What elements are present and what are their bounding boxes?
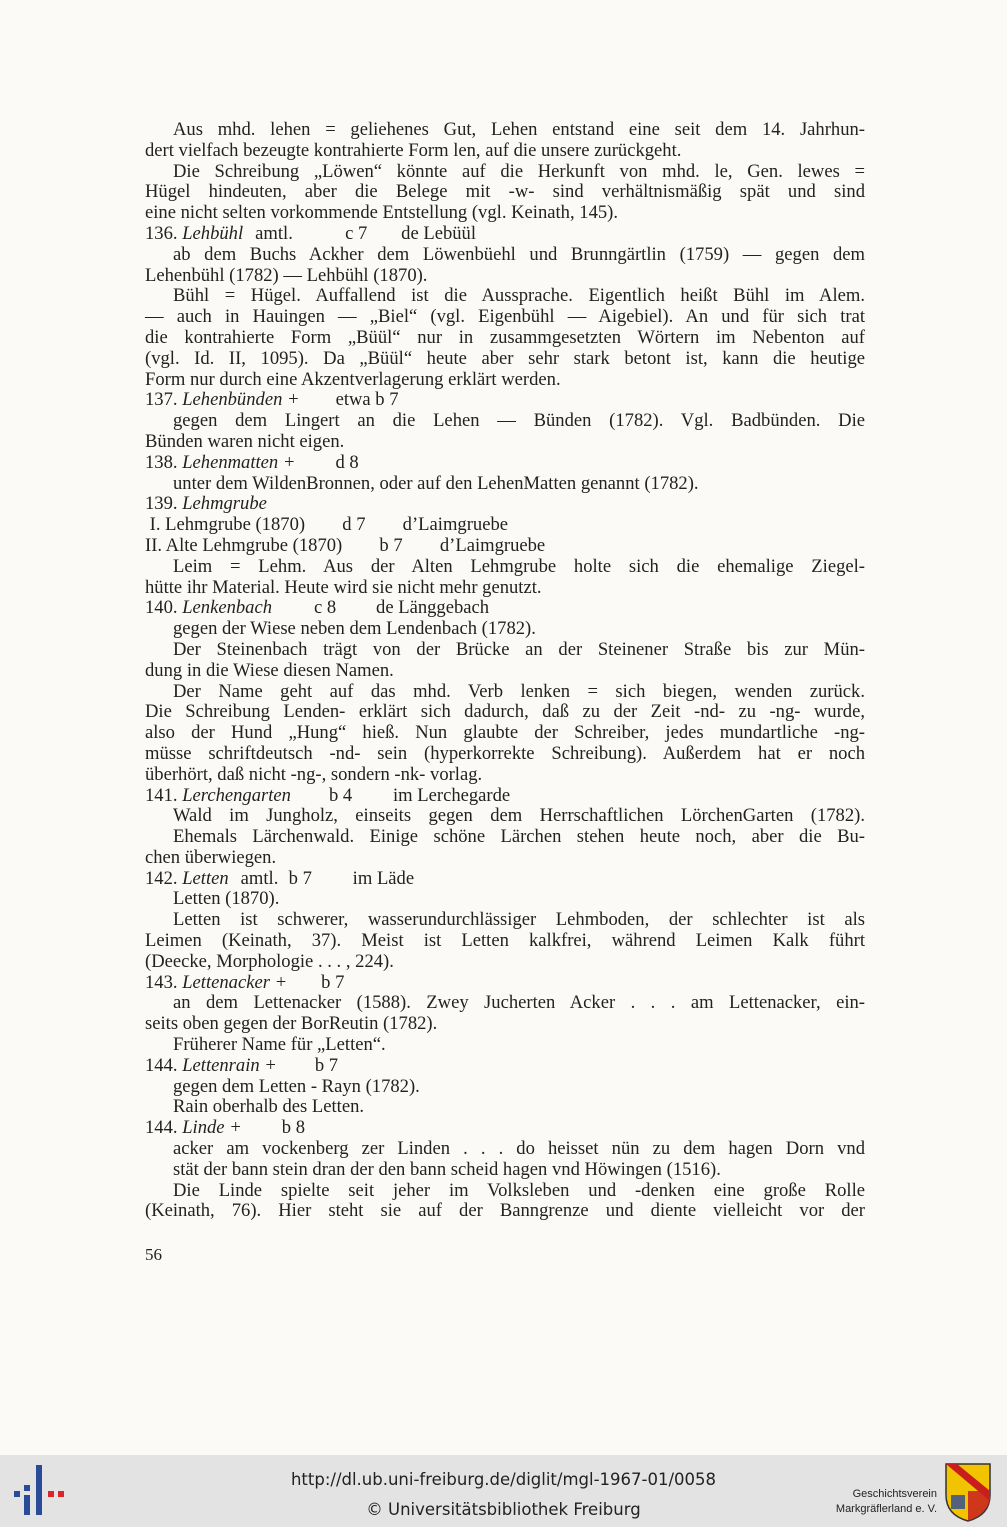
entry-field: im Läde <box>352 867 415 889</box>
entry-field: c 8 <box>314 597 337 619</box>
entry-field: de Länggebach <box>376 597 490 619</box>
entry-term: Lehbühl <box>182 222 244 244</box>
text-line: also der Hund „Hung“ hieß. Nun glaubte der Schreiber, jedes mundartliche -ng- <box>145 722 865 744</box>
source-url-link[interactable]: http://dl.ub.uni-freiburg.de/diglit/mgl-1967-01/0058 <box>290 1470 717 1489</box>
org-name-line2: Markgräflerland e. V. <box>835 1503 937 1515</box>
entry-field: im Lerchegarde <box>392 784 511 806</box>
entry-field: b 7 <box>314 1054 339 1076</box>
entry-number: 143. <box>145 971 183 993</box>
entry-field: b 7 <box>288 867 312 889</box>
text-line: (Deecke, Morphologie . . . , 224). <box>145 950 394 972</box>
entry-term: Linde + <box>182 1117 242 1139</box>
entry-number: 136. <box>145 222 183 244</box>
text-line: dung in die Wiese diesen Namen. <box>145 659 394 681</box>
text-line: acker am vockenberg zer Linden . . . do heisset nün zu dem hagen Dorn vnd <box>173 1138 865 1160</box>
entry-heading <box>145 786 865 807</box>
text-line: gegen der Wiese neben dem Lendenbach (1782). <box>173 618 536 640</box>
text-line: Der Steinenbach trägt von der Brücke an der Steinener Straße bis zur Mün- <box>173 638 865 660</box>
text-line: chen überwiegen. <box>145 846 277 868</box>
entry-heading <box>145 1118 865 1139</box>
entry-term: Lenkenbach <box>182 597 273 619</box>
entry-heading <box>145 390 865 411</box>
text-line: ab dem Buchs Ackher dem Löwenbüehl und Brunngärtlin (1759) — gegen dem <box>173 243 865 265</box>
text-line: Früherer Name für „Letten“. <box>173 1034 386 1056</box>
text-line: Die Linde spielte seit jeher im Volksleben und -denken eine große Rolle <box>173 1179 865 1201</box>
text-line: Wald im Jungholz, einseits gegen dem Herrschaftlichen LörchenGarten (1782). <box>173 805 865 827</box>
org-name-line1: Geschichtsverein <box>852 1488 937 1500</box>
entry-field: de Lebüül <box>401 222 477 244</box>
entry-field: c 7 <box>345 222 368 244</box>
entry-term: Lehenmatten + <box>182 451 296 473</box>
text-line: Bühl = Hügel. Auffallend ist die Aussprache. Eigentlich heißt Bühl im Alem. <box>173 285 865 307</box>
entry-number: 144. <box>145 1054 183 1076</box>
text-line: unter dem WildenBronnen, oder auf den LehenMatten genannt (1782). <box>173 472 699 494</box>
text-line: Letten ist schwerer, wasserundurchlässiger Lehmboden, der schlechter ist als <box>173 909 865 931</box>
text-line: dert vielfach bezeugte kontrahierte Form len, auf die unsere zurückgeht. <box>145 139 682 161</box>
entry-term: Letten <box>182 867 229 889</box>
text-line: Lehenbühl (1782) — Lehbühl (1870). <box>145 264 428 286</box>
text-line: überhört, daß nicht -ng-, sondern -nk- vorlag. <box>145 763 483 785</box>
entry-term: Lettenacker + <box>182 971 288 993</box>
copyright-text: © Universitätsbibliothek Freiburg <box>366 1500 641 1519</box>
entry-term: Lehenbünden + <box>182 389 300 411</box>
text-line: I. Lehmgrube (1870) d 7 d’Laimgruebe <box>145 514 508 536</box>
text-line: (vgl. Id. II, 1095). Da „Büül“ heute aber sehr stark betont ist, kann die heutige <box>145 347 865 369</box>
entry-heading <box>145 598 865 619</box>
entry-heading <box>145 869 865 890</box>
entry-field: b 4 <box>328 784 353 806</box>
text-line: Die Schreibung „Löwen“ könnte auf die Herkunft von mhd. le, Gen. lewes = <box>173 160 865 182</box>
text-line: Hügel hindeuten, aber die Belege mit -w- sind verhältnismäßig spät und sind <box>145 181 865 203</box>
entry-number: 137. <box>145 389 183 411</box>
text-line: Bünden waren nicht eigen. <box>145 430 345 452</box>
text-line: Ehemals Lärchenwald. Einige schöne Lärchen stehen heute noch, aber die Bu- <box>173 826 865 848</box>
entry-field: etwa b 7 <box>335 389 399 411</box>
text-line: II. Alte Lehmgrube (1870) b 7 d’Laimgruebe <box>145 534 546 556</box>
org-name <box>836 1487 937 1517</box>
entry-heading <box>145 224 865 245</box>
entry-term: Lerchengarten <box>182 784 291 806</box>
entry-number: 138. <box>145 451 183 473</box>
entry-field: b 8 <box>281 1117 305 1139</box>
text-line: Leim = Lehm. Aus der Alten Lehmgrube holte sich die ehemalige Ziegel- <box>173 555 865 577</box>
text-line: hütte ihr Material. Heute wird sie nicht mehr genutzt. <box>145 576 542 598</box>
page-number: 56 <box>145 1245 162 1264</box>
entry-field: d 8 <box>335 451 359 473</box>
entry-term: Lehmgrube <box>182 493 267 515</box>
text-line: gegen dem Letten - Rayn (1782). <box>173 1075 420 1097</box>
text-line: Form nur durch eine Akzentverlagerung erklärt werden. <box>145 368 561 390</box>
entry-field: b 7 <box>321 971 345 993</box>
entry-number: 144. <box>145 1117 183 1139</box>
text-line: stät der bann stein dran der den bann scheid hagen vnd Höwingen (1516). <box>173 1158 721 1180</box>
entry-number: 141. <box>145 784 183 806</box>
text-line: die kontrahierte Form „Büül“ nur in zusammgesetzten Wörtern im Nebenton auf <box>145 326 865 348</box>
text-line: Die Schreibung Lenden- erklärt sich dadurch, daß zu der Zeit -nd- zu -ng- wurde, <box>145 701 865 723</box>
text-line: — auch in Hauingen — „Biel“ (vgl. Eigenbühl — Aigebiel). An und für sich trat <box>145 306 865 328</box>
text-line: seits oben gegen der BorReutin (1782). <box>145 1013 438 1035</box>
text-line: müsse schriftdeutsch -nd- sein (hyperkorrekte Schreibung). Außerdem hat er noch <box>145 742 865 764</box>
entry-field: amtl. <box>255 222 293 244</box>
entry-number: 140. <box>145 597 183 619</box>
text-line: Letten (1870). <box>173 888 280 910</box>
document-body <box>145 120 865 1222</box>
entry-heading <box>145 453 865 474</box>
entry-heading <box>145 494 865 515</box>
text-line: eine nicht selten vorkommende Entstellung (vgl. Keinath, 145). <box>145 202 618 224</box>
coat-of-arms-icon <box>943 1461 993 1523</box>
entry-number: 139. <box>145 493 183 515</box>
text-line: gegen dem Lingert an die Lehen — Bünden (1782). Vgl. Badbünden. Die <box>173 410 865 432</box>
text-line: Aus mhd. lehen = geliehenes Gut, Lehen entstand eine seit dem 14. Jahrhun- <box>173 119 865 140</box>
entry-number: 142. <box>145 867 183 889</box>
text-line: an dem Lettenacker (1588). Zwey Jucherten Acker . . . am Lettenacker, ein- <box>173 992 865 1014</box>
text-line: Leimen (Keinath, 37). Meist ist Letten kalkfrei, während Leimen Kalk führt <box>145 930 865 952</box>
footer-bar <box>0 1455 1007 1527</box>
text-line: (Keinath, 76). Hier steht sie auf der Banngrenze und diente vielleicht vor der <box>145 1200 865 1222</box>
entry-heading <box>145 973 865 994</box>
entry-heading <box>145 1056 865 1077</box>
entry-term: Lettenrain + <box>182 1054 277 1076</box>
text-line: Der Name geht auf das mhd. Verb lenken = sich biegen, wenden zurück. <box>173 680 865 702</box>
text-line: Rain oberhalb des Letten. <box>173 1096 365 1118</box>
entry-field: amtl. <box>240 867 279 889</box>
